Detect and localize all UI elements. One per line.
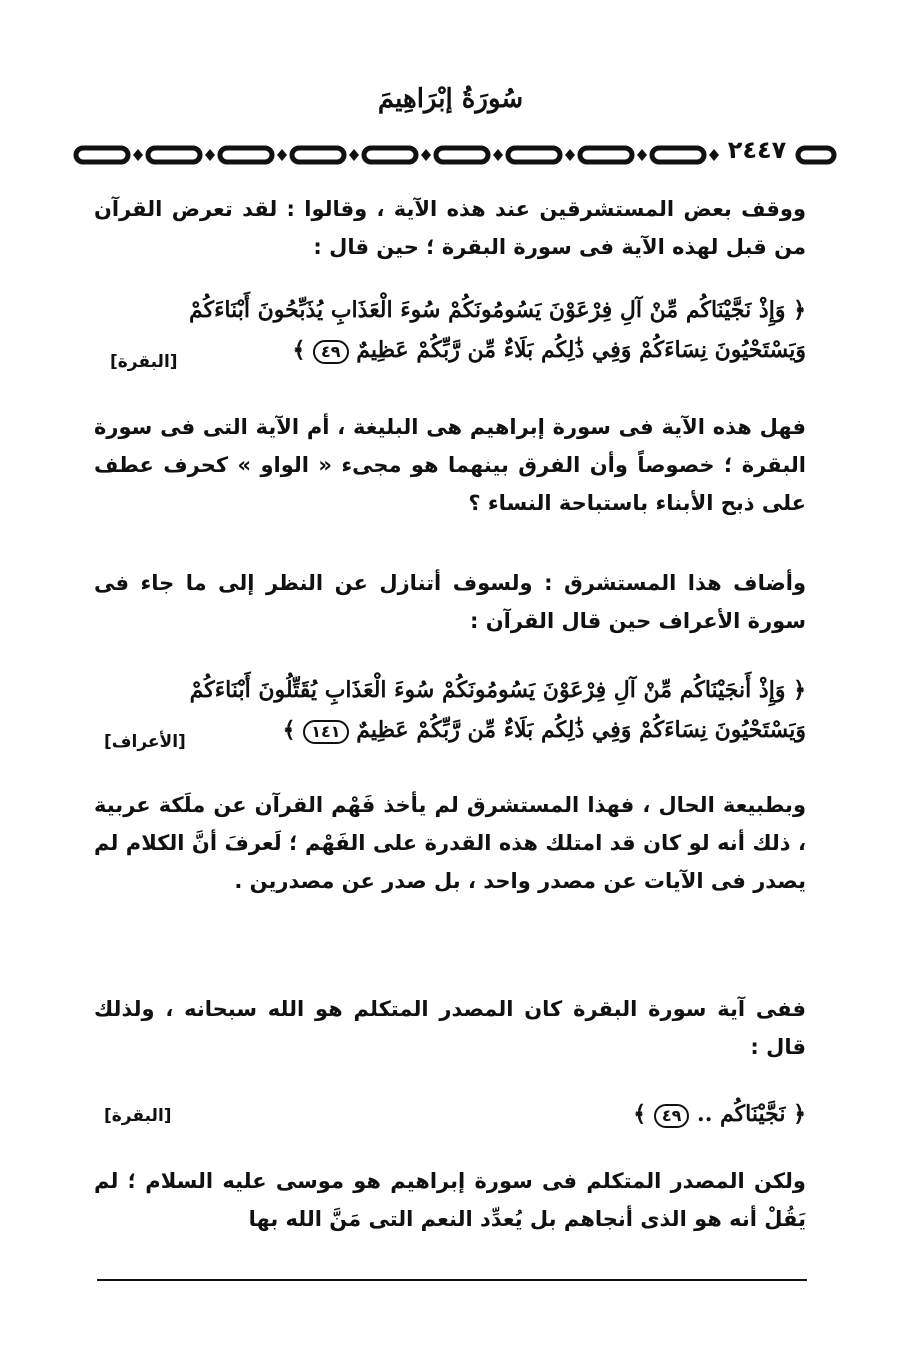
quran-verse-baqarah: [94, 290, 806, 370]
verse-line: ﴿ وَإِذْ نَجَّيْنَاكُم مِّنْ آلِ فِرْعَوْنَ يَسُومُونَكُمْ سُوءَ الْعَذَابِ يُذَبِّحُونَ أَبْنَاءَكُمْ: [188, 297, 806, 323]
footer-divider: [97, 1279, 807, 1281]
paragraph-ibrahim-speaker: ولكن المصدر المتكلم فى سورة إبراهيم هو موسى عليه السلام ؛ لم يَقُلْ أنه هو الذى أنجاهم بل يُعدِّد النعم التى مَنَّ الله بها: [94, 1169, 806, 1231]
verse-close-bracket: ﴾: [282, 717, 296, 743]
verse-text: وَيَسْتَحْيُونَ نِسَاءَكُمْ وَفِي ذَٰلِكُم بَلَاءٌ مِّن رَّبِّكُمْ عَظِيمٌ: [356, 337, 806, 363]
ayah-number: ١٤١: [303, 720, 348, 744]
verse-text: وَيَسْتَحْيُونَ نِسَاءَكُمْ وَفِي ذَٰلِكُم بَلَاءٌ مِّن رَّبِّكُمْ عَظِيمٌ: [356, 717, 806, 743]
paragraph-naturally: وبطبيعة الحال ، فهذا المستشرق لم يأخذ فَهْم القرآن عن ملَكة عربية ، ذلك أنه لو كان قد امتلك هذه القدرة على الفَهْم ؛ لَعرفَ أنَّ الكلام لم يصدر فى الآيات عن مصدر واحد ، بل صدر عن مصدرين .: [94, 793, 806, 893]
verse-reference: [الأعراف]: [104, 732, 186, 752]
verse-line: [94, 330, 806, 370]
page-number: ٢٤٤٧: [722, 136, 792, 166]
verse-close-bracket: ﴾: [292, 337, 306, 363]
quran-verse-short: [94, 1094, 806, 1134]
verse-line: [94, 710, 806, 750]
paragraph-question: فهل هذه الآية فى سورة إبراهيم هى البليغة ، أم الآية التى فى سورة البقرة ؛ خصوصاً وأن الفرق بينهما هو مجىء « الواو » كحرف عطف على ذبح الأبناء باستباحة النساء ؟: [94, 415, 806, 515]
ayah-number: ٤٩: [313, 340, 349, 364]
ayah-number: ٤٩: [654, 1104, 690, 1128]
verse-line: ﴿ وَإِذْ أَنجَيْنَاكُم مِّنْ آلِ فِرْعَوْنَ يَسُومُونَكُمْ سُوءَ الْعَذَابِ يُقَتِّلُونَ أَبْنَاءَكُمْ: [189, 677, 806, 703]
quran-verse-araf: [94, 670, 806, 750]
verse-reference: [البقرة]: [104, 1106, 172, 1126]
verse-line: [94, 1094, 806, 1134]
verse-text: ﴿ نَجَّيْنَاكُم ..: [689, 1101, 806, 1127]
verse-reference: [البقرة]: [110, 352, 178, 372]
surah-title: سُورَةُ إبْرَاهِيمَ: [377, 84, 524, 114]
verse-close-bracket: ﴾: [633, 1101, 647, 1127]
paragraph-addition: وأضاف هذا المستشرق : ولسوف أتنازل عن النظر إلى ما جاء فى سورة الأعراف حين قال القرآن :: [94, 571, 806, 633]
paragraph-baqarah-speaker: ففى آية سورة البقرة كان المصدر المتكلم هو الله سبحانه ، ولذلك قال :: [94, 997, 806, 1059]
paragraph-intro: ووقف بعض المستشرقين عند هذه الآية ، وقالوا : لقد تعرض القرآن من قبل لهذه الآية فى سورة البقرة ؛ حين قال :: [94, 197, 806, 259]
